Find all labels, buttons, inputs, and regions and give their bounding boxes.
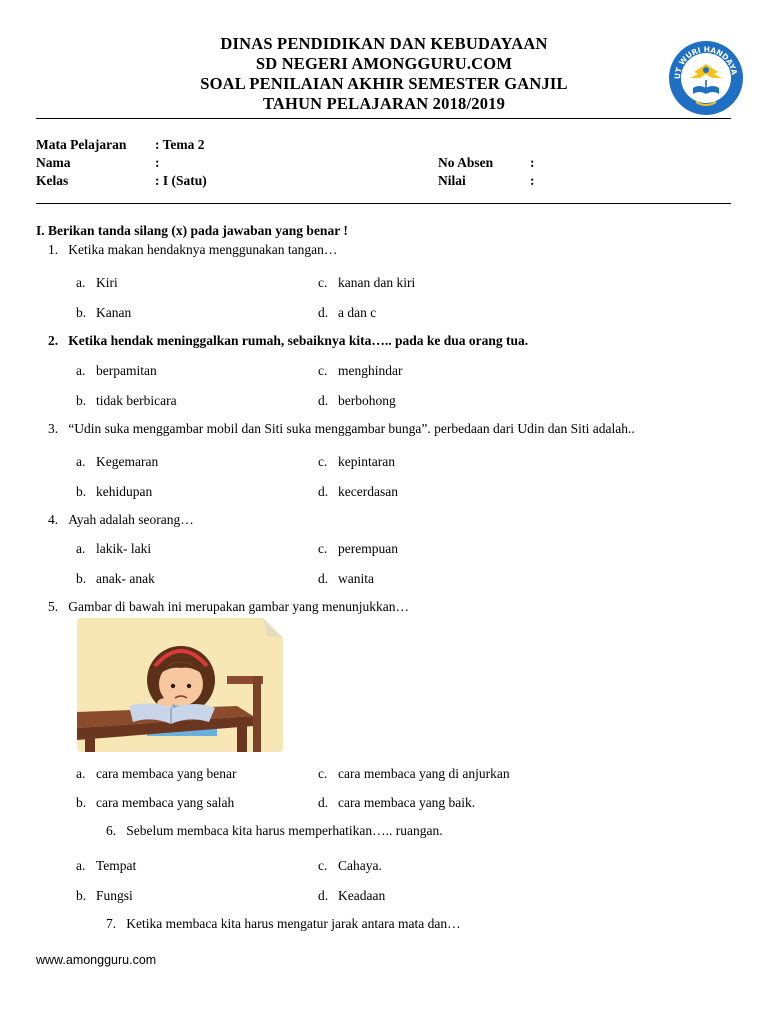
q4-option-c[interactable]: c. perempuan bbox=[318, 541, 398, 556]
q4-option-b[interactable]: b. anak- anak bbox=[76, 571, 155, 586]
question-5 bbox=[48, 599, 409, 615]
question-4 bbox=[48, 512, 194, 528]
header-line-4: TAHUN PELAJARAN 2018/2019 bbox=[262, 94, 506, 113]
header-line-2: SD NEGERI AMONGGURU.COM bbox=[255, 54, 513, 73]
question-text: Ketika hendak meninggalkan rumah, sebaiknya kita….. pada ke dua orang tua. bbox=[68, 333, 529, 348]
section-title: I. Berikan tanda silang (x) pada jawaban yang benar ! bbox=[36, 223, 348, 238]
question-3 bbox=[48, 421, 635, 437]
q6-option-d[interactable]: d. Keadaan bbox=[318, 888, 386, 903]
q1-option-c[interactable]: c. kanan dan kiri bbox=[318, 275, 416, 290]
question-number: 4. bbox=[48, 512, 59, 527]
header-line-3: SOAL PENILAIAN AKHIR SEMESTER GANJIL bbox=[200, 74, 568, 93]
girl-reading-illustration bbox=[77, 618, 283, 752]
q5-option-c[interactable]: c. cara membaca yang di anjurkan bbox=[318, 766, 510, 781]
header-line-1: DINAS PENDIDIKAN DAN KEBUDAYAAN bbox=[220, 34, 548, 53]
q1-option-d[interactable]: d. a dan c bbox=[318, 305, 377, 320]
question-number: 2. bbox=[48, 333, 59, 348]
absen-label: No Absen bbox=[438, 155, 494, 170]
q6-option-c[interactable]: c. Cahaya. bbox=[318, 858, 382, 873]
q4-option-d[interactable]: d. wanita bbox=[318, 571, 374, 586]
absen-value: : bbox=[530, 155, 535, 170]
question-2 bbox=[48, 333, 528, 349]
svg-text:TUT WURI HANDAYANI: UT WURI HANDAYA bbox=[672, 44, 739, 80]
nilai-value: : bbox=[530, 173, 535, 188]
question-number: 1. bbox=[48, 242, 59, 257]
tut-wuri-handayani-logo bbox=[666, 38, 746, 118]
name-label: Nama bbox=[36, 155, 71, 170]
q5-option-a[interactable]: a. cara membaca yang benar bbox=[76, 766, 237, 781]
class-value: : I (Satu) bbox=[155, 173, 207, 188]
q2-option-d[interactable]: d. berbohong bbox=[318, 393, 396, 408]
q2-option-b[interactable]: b. tidak berbicara bbox=[76, 393, 177, 408]
question-text: Ketika membaca kita harus mengatur jarak antara mata dan… bbox=[126, 916, 461, 931]
question-text: Ketika makan hendaknya menggunakan tangan… bbox=[68, 242, 338, 257]
footer-url[interactable]: www.amongguru.com bbox=[36, 953, 157, 967]
header-divider-top bbox=[36, 118, 731, 119]
q5-option-b[interactable]: b. cara membaca yang salah bbox=[76, 795, 235, 810]
q1-option-b[interactable]: b. Kanan bbox=[76, 305, 132, 320]
q6-option-b[interactable]: b. Fungsi bbox=[76, 888, 133, 903]
question-number: 6. bbox=[106, 823, 117, 838]
question-7 bbox=[106, 916, 461, 932]
q6-option-a[interactable]: a. Tempat bbox=[76, 858, 137, 873]
q2-option-c[interactable]: c. menghindar bbox=[318, 363, 403, 378]
nilai-label: Nilai bbox=[438, 173, 466, 188]
question-number: 5. bbox=[48, 599, 59, 614]
identity-divider bbox=[36, 203, 731, 204]
q4-option-a[interactable]: a. lakik- laki bbox=[76, 541, 152, 556]
subject-value: : Tema 2 bbox=[155, 137, 205, 152]
name-value: : bbox=[155, 155, 160, 170]
question-6 bbox=[106, 823, 443, 839]
question-number: 7. bbox=[106, 916, 117, 931]
question-text: “Udin suka menggambar mobil dan Siti suka menggambar bunga”. perbedaan dari Udin dan Siti adalah.. bbox=[68, 421, 635, 436]
q3-option-b[interactable]: b. kehidupan bbox=[76, 484, 153, 499]
subject-label: Mata Pelajaran bbox=[36, 137, 127, 152]
q3-option-c[interactable]: c. kepintaran bbox=[318, 454, 395, 469]
q2-option-a[interactable]: a. berpamitan bbox=[76, 363, 157, 378]
question-text: Gambar di bawah ini merupakan gambar yang menunjukkan… bbox=[68, 599, 410, 614]
question-text: Sebelum membaca kita harus memperhatikan….. ruangan. bbox=[126, 823, 443, 838]
q3-option-a[interactable]: a. Kegemaran bbox=[76, 454, 159, 469]
question-text: Ayah adalah seorang… bbox=[68, 512, 194, 527]
class-label: Kelas bbox=[36, 173, 69, 188]
question-number: 3. bbox=[48, 421, 59, 436]
q5-option-d[interactable]: d. cara membaca yang baik. bbox=[318, 795, 476, 810]
question-1 bbox=[48, 242, 337, 258]
q3-option-d[interactable]: d. kecerdasan bbox=[318, 484, 398, 499]
q1-option-a[interactable]: a. Kiri bbox=[76, 275, 118, 290]
